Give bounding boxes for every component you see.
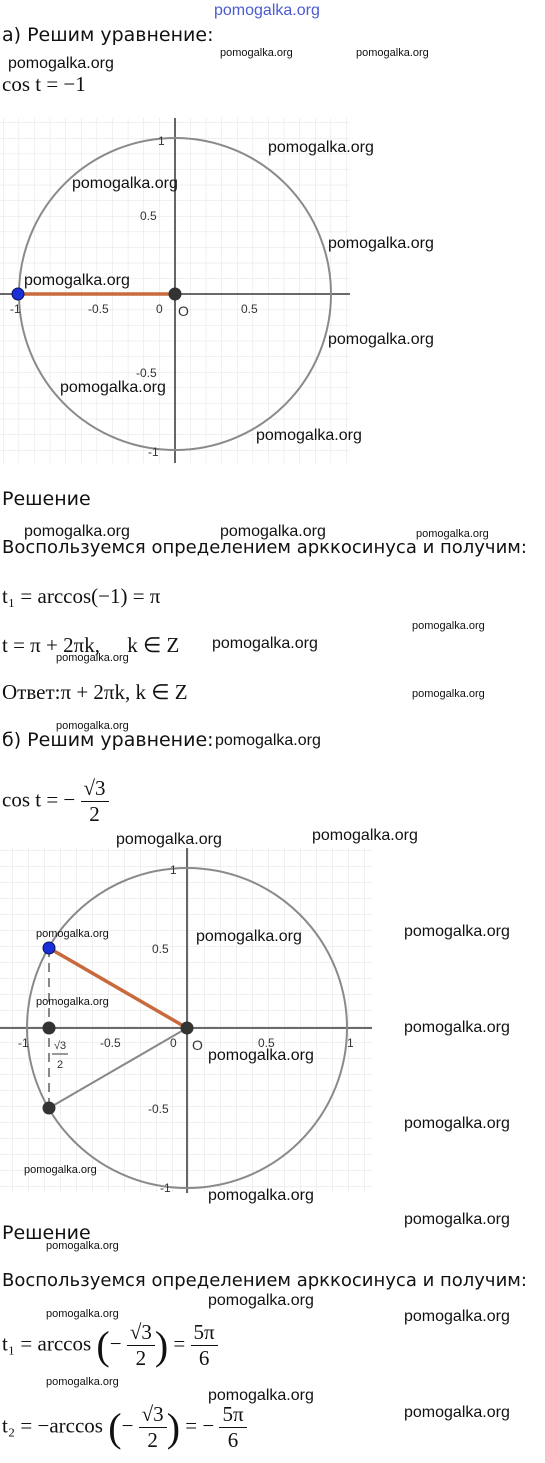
watermark: pomogalka.org (404, 923, 510, 940)
tick-zero: 0 (156, 302, 163, 316)
t2-inner-den: 2 (147, 1428, 158, 1452)
tick-neg-half-x-b: -0.5 (100, 1036, 121, 1050)
watermark: pomogalka.org (24, 523, 130, 540)
answer-a: Ответ:π + 2πk, k ∈ Z (2, 680, 188, 704)
watermark: pomogalka.org (56, 720, 129, 732)
t1-inner-den: 2 (135, 1346, 147, 1370)
watermark: pomogalka.org (404, 1404, 510, 1421)
watermark: pomogalka.org (116, 831, 222, 848)
watermark: pomogalka.org (404, 1115, 510, 1132)
t2-eq: = − (185, 1413, 215, 1438)
t1-inner-num: √3 (127, 1320, 155, 1346)
watermark: pomogalka.org (356, 47, 429, 59)
fraction-den: 2 (89, 802, 100, 826)
watermark: pomogalka.org (212, 635, 318, 652)
watermark: pomogalka.org (24, 1164, 97, 1176)
unit-circle-graph-a (0, 118, 350, 463)
t1-result-fraction (191, 1320, 218, 1371)
t2-lhs: t₂ = −arccos (2, 1413, 103, 1438)
tick-neg-half-b: -0.5 (148, 1102, 169, 1116)
t1-eq: = (173, 1331, 186, 1356)
watermark: pomogalka.org (46, 1308, 119, 1320)
step2-main: t = π + 2πk, (2, 633, 100, 657)
tick-neg-one-x-b: -1 (18, 1036, 29, 1050)
t2-result-den: 6 (227, 1428, 239, 1452)
watermark: pomogalka.org (208, 1292, 314, 1309)
watermark: pomogalka.org (46, 1376, 119, 1388)
tick-one: 1 (158, 134, 165, 148)
equation-rhs: −1 (63, 72, 86, 96)
tick-neg-one-x: -1 (10, 302, 21, 316)
watermark: pomogalka.org (416, 528, 489, 540)
watermark: pomogalka.org (404, 1019, 510, 1036)
watermark: pomogalka.org (412, 620, 485, 632)
t1-result-den: 6 (198, 1346, 210, 1370)
top-watermark: pomogalka.org (214, 2, 320, 19)
watermark: pomogalka.org (8, 55, 114, 72)
t2-formula: t₂ = −arccos (− $\frac{√3}{2}$ ) = − $\frac{5\pi}{6}$ (2, 1402, 247, 1453)
watermark: pomogalka.org (56, 652, 129, 664)
watermark: pomogalka.org (404, 1308, 510, 1325)
watermark: pomogalka.org (46, 1240, 119, 1252)
solution-label-a: Решение (2, 488, 91, 510)
watermark: pomogalka.org (215, 732, 321, 749)
watermark: pomogalka.org (256, 427, 362, 444)
watermark: pomogalka.org (220, 523, 326, 540)
watermark: pomogalka.org (404, 1211, 510, 1228)
watermark: pomogalka.org (208, 1047, 314, 1064)
watermark: pomogalka.org (412, 688, 485, 700)
label-2: 2 (57, 1059, 64, 1071)
watermark: pomogalka.org (208, 1187, 314, 1204)
fraction-sqrt3-over-2 (81, 776, 109, 827)
t2-result-num: 5π (219, 1402, 246, 1428)
tick-one-b: 1 (170, 863, 177, 877)
tick-half-x-b: 0.5 (258, 1036, 275, 1050)
part-a-equation: cos t = −1 (2, 72, 86, 96)
part-b-equation (2, 776, 109, 827)
step2-domain: k ∈ Z (127, 633, 180, 657)
part-b-heading: б) Решим уравнение: (2, 729, 214, 751)
watermark: pomogalka.org (220, 47, 293, 59)
t1-formula: t₁ = arccos (− $\frac{√3}{2}$ ) = $\frac{5\pi}{6}$ (2, 1320, 218, 1371)
t1-result-num: 5π (191, 1320, 218, 1346)
t1-inner-minus: − (109, 1331, 122, 1356)
watermark: pomogalka.org (268, 139, 374, 156)
watermark: pomogalka.org (328, 235, 434, 252)
watermark: pomogalka.org (312, 827, 418, 844)
tick-half: 0.5 (140, 209, 157, 223)
watermark: pomogalka.org (60, 379, 166, 396)
watermark: pomogalka.org (208, 1387, 314, 1404)
method-a: Воспользуемся определением арккосинуса и получим: (2, 537, 527, 558)
watermark: pomogalka.org (72, 175, 178, 192)
fraction-num: √3 (81, 776, 109, 802)
watermark: pomogalka.org (36, 928, 109, 940)
tick-half-b: 0.5 (152, 942, 169, 956)
origin-label-b: O (192, 1037, 203, 1053)
watermark: pomogalka.org (328, 331, 434, 348)
solution-label-b: Решение (2, 1222, 91, 1244)
watermark: pomogalka.org (196, 928, 302, 945)
method-b: Воспользуемся определением арккосинуса и получим: (2, 1270, 527, 1291)
t2-result-fraction (219, 1402, 246, 1453)
tick-neg-one-b: -1 (160, 1181, 171, 1193)
equation-lhs-b: cos t = − (2, 787, 76, 812)
unit-circle-graph-b (0, 848, 372, 1193)
t2-inner-minus: − (121, 1413, 134, 1438)
tick-zero-b: 0 (170, 1036, 177, 1050)
tick-one-x-b: 1 (347, 1036, 354, 1050)
part-a-heading: а) Решим уравнение: (2, 24, 214, 46)
t2-inner-fraction (139, 1402, 167, 1453)
t2-inner-num: √3 (139, 1402, 167, 1428)
t1-lhs: t₁ = arccos (2, 1331, 92, 1356)
t1-inner-fraction (127, 1320, 155, 1371)
label-sqrt3: √3 (54, 1040, 67, 1052)
watermark: pomogalka.org (36, 996, 109, 1008)
tick-half-x: 0.5 (241, 302, 258, 316)
equation-lhs: cos t (2, 72, 42, 96)
origin-label: O (178, 303, 189, 319)
step1-a: t₁ = arccos(−1) = π (2, 584, 161, 608)
tick-neg-one: -1 (148, 445, 159, 459)
tick-neg-half: -0.5 (136, 366, 157, 380)
tick-neg-half-x: -0.5 (88, 302, 109, 316)
watermark: pomogalka.org (24, 272, 130, 289)
